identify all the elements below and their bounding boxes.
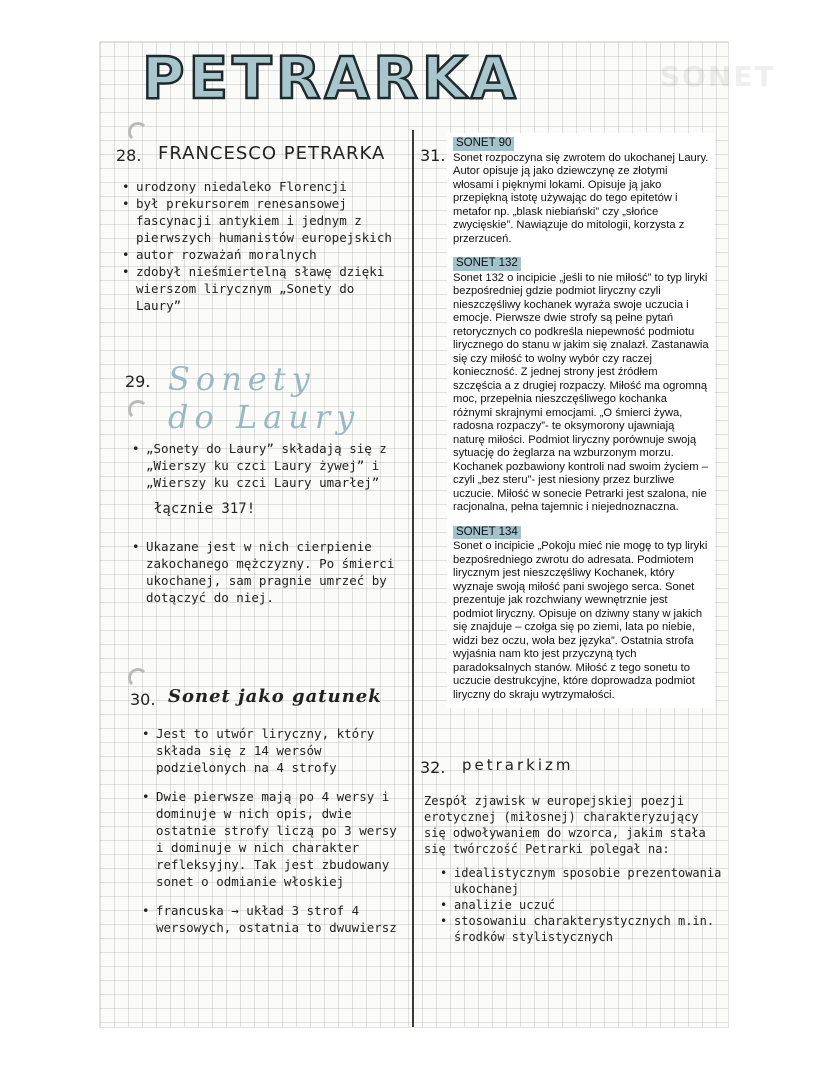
sonet-text: Sonet 132 o incipicie „jeśli to nie miłość” to typ liryki bezpośredniej gdzie podmiot liryczny czyli nieszczęśliwy kochanek wyraża swoje uczucia i emocje. Pierwsze dwie strofy są pełne pytań retorycznych co podkreśla niepewność podmiotu lirycznego do stanu w jakim się znalazł. Zastanawia się czy miłość to wolny wybór czy raczej konieczność. Z jednej strony jest źródłem szczęścia a z drugiej rozpaczy. Miłość ma ogromną moc, przepełnia nieszczęśliwego kochanka różnymi skrajnymi emocjami. „O śmierci żywa, radosna rozpaczy”- te oksymorony ujawniają naturę miłości. Podmiot liryczny porównuje swoją sytuację do żeglarza na wzburzonym morzu. Kochanek pozbawiony kontroli nad swoim życiem – czyli „bez steru”- jest niesiony przez burzliwe uczucie. Miłość w sonecie Petrarki jest szalona, nie racjonalna, pełna tajemnic i niejednoznaczna.: [453, 271, 709, 513]
list-item: • Ukazane jest w nich cierpienie zakochanego mężczyzny. Po śmierci ukochanej, sam pragnie umrzeć by dotączyć do niej.: [130, 538, 400, 606]
section-number: 32.: [420, 758, 446, 777]
section-number: 30.: [130, 690, 156, 709]
list-item: • był prekursorem renesansowej fascynacji antykiem i jednym z pierwszych humanistów europejskich: [120, 195, 405, 246]
section-number: 28.: [116, 146, 142, 165]
list-item: • analizie uczuć: [438, 897, 722, 913]
sonet-title: SONET 132: [453, 257, 521, 271]
list-item: • zdobył nieśmiertelną sławę dzięki wierszom lirycznym „Sonety do Laury”: [120, 263, 405, 314]
list-item: • Dwie pierwsze mają po 4 wersy i dominuje w nich opis, dwie ostatnie strofy liczą po 3 wersy i dominuje w nich charakter refleksyjny. Tak jest zbudowany sonet o odmianie włoskiej: [140, 788, 402, 890]
column-divider: [412, 130, 414, 1027]
sonet-text: Sonet o incipicie „Pokoju mieć nie mogę to typ liryki bezpośredniego zwrotu do adresata. Podmiotem lirycznym jest nieszczęśliwy Kochanek, który wyznaje swoją miłość pani swojego serca. Sonet prezentuje jak rozchwiany wewnętrznie jest podmiot liryczny. Opisuje on dziwny stany w jakich się znajduje – czołga się po ziemi, lata po niebie, widzi bez oczu, woła bez języka”. Ostatnia strofa wyjaśnia nam kto jest przyczyną tych paradoksalnych stanów. Miłość z tego sonetu to uczucie destrukcyjne, które doprowadza podmiot liryczny do skraju wytrzymałości.: [453, 540, 708, 701]
page-title: PETRARKA: [142, 44, 520, 112]
list-item: • Jest to utwór liryczny, który składa się z 14 wersów podzielonych na 4 strofy: [140, 725, 402, 776]
list-item: • idealistycznym sposobie prezentowania ukochanej: [438, 865, 722, 897]
section-heading: FRANCESCO PETRARKA: [158, 143, 386, 164]
binder-ring-icon: [128, 668, 148, 688]
sonet-text: Sonet rozpoczyna się zwrotem do ukochanej Laury. Autor opisuje ją jako dziewczynę ze złotymi włosami i pięknymi lokami. Opisuje ją jako przepiękną istotę używając do tego epitetów i metafor np. „blask niebiański” czy „słońce zwycięskie”. Nawiązuje do mitologii, korzysta z przerzuceń.: [453, 151, 709, 245]
section-heading: Sonet jako gatunek: [168, 686, 382, 707]
section-29-list: [130, 440, 400, 606]
section-32-body: [424, 793, 722, 945]
section-number: 29.: [125, 372, 151, 391]
section-30-list: [140, 725, 402, 936]
list-item: • francuska → układ 3 strof 4 wersowych, ostatnia to dwuwiersz: [140, 902, 402, 936]
section-intro: Zespół zjawisk w europejskiej poezji erotycznej (miłosnej) charakteryzujący się odwoływaniem do wzorca, jakim stała się twórczość Petrarki polegał na:: [424, 794, 706, 856]
section-script-title: Sonety do Laury: [168, 360, 361, 436]
sonet-title: SONET 90: [453, 137, 514, 151]
count-note: łącznie 317!: [154, 501, 256, 517]
sonet-134: [453, 526, 709, 703]
sonet-card: [447, 133, 715, 708]
list-item: • autor rozważań moralnych: [120, 246, 405, 263]
sonet-title: SONET 134: [453, 526, 521, 540]
sonet-132: [453, 257, 709, 515]
binder-ring-icon: [128, 400, 148, 420]
bleed-through-text: SONET: [660, 60, 776, 93]
binder-ring-icon: [128, 122, 148, 142]
section-number: 31.: [420, 146, 446, 165]
section-heading: petrarkizm: [462, 756, 574, 774]
sonet-90: [453, 137, 709, 246]
list-item: • urodzony niedaleko Florencji: [120, 178, 405, 195]
list-item: • stosowaniu charakterystycznych m.in. środków stylistycznych: [438, 913, 722, 945]
section-28-list: [120, 178, 405, 314]
list-item: • „Sonety do Laury” składają się z „Wierszy ku czci Laury żywej” i „Wierszy ku czci Laury umarłej”: [130, 440, 400, 491]
